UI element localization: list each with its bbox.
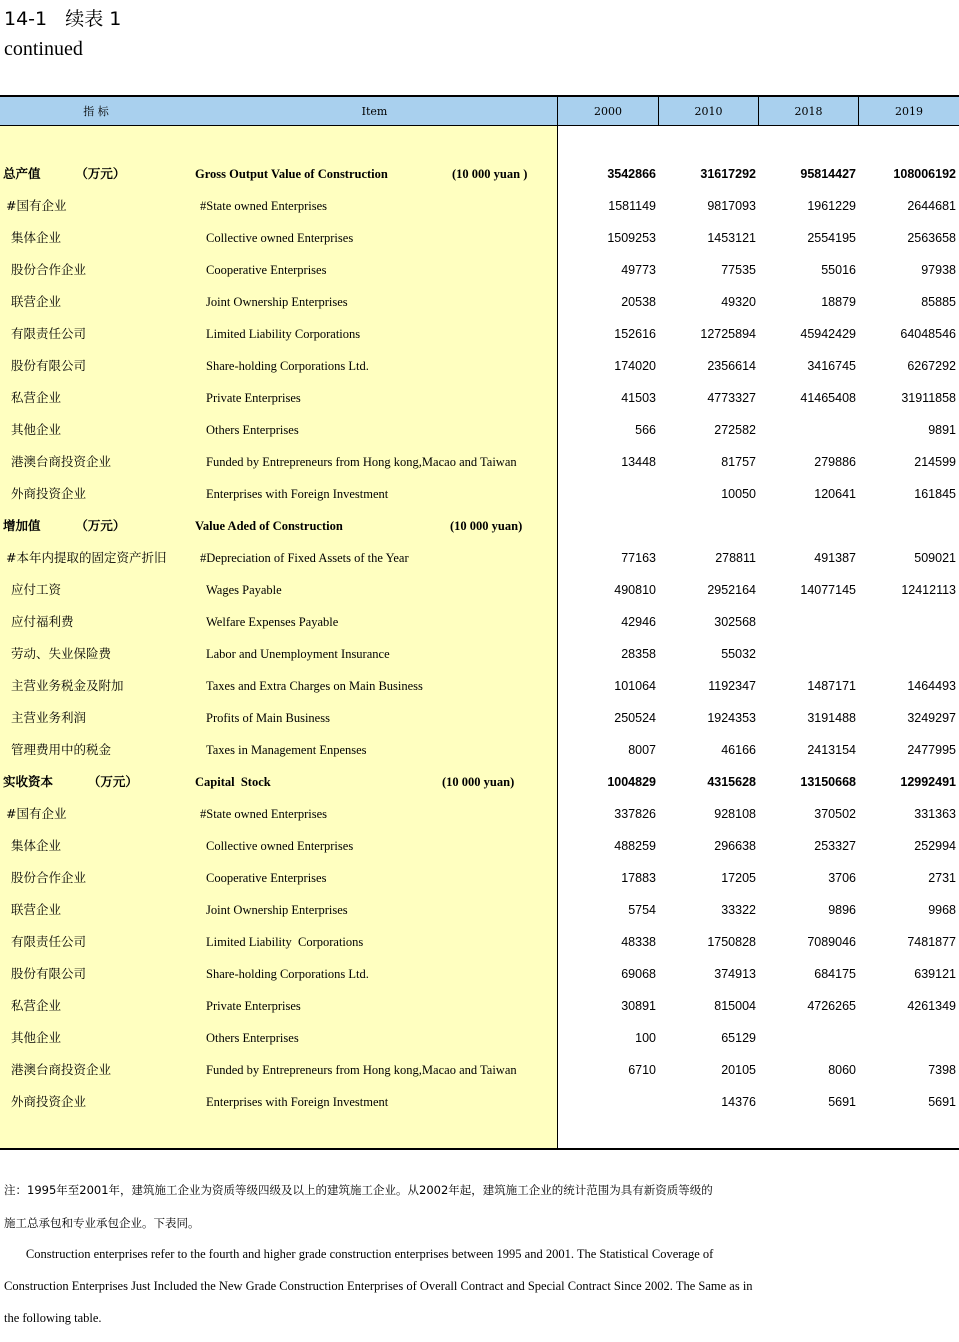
row-value-2000: 77163	[621, 551, 656, 565]
row-value-2000: 1581149	[608, 199, 656, 213]
row-label-en: Labor and Unemployment Insurance	[206, 647, 390, 661]
row-label-en: Share-holding Corporations Ltd.	[206, 359, 369, 373]
row-label-en: Cooperative Enterprises	[206, 871, 327, 885]
row-label-zh: 应付福利费	[11, 614, 74, 629]
table-row	[0, 574, 959, 606]
row-value-2018: 120641	[814, 487, 856, 501]
table-row	[0, 158, 959, 190]
row-label-zh: 有限责任公司	[11, 934, 87, 949]
table-header	[0, 97, 959, 126]
row-value-2010: 81757	[721, 455, 756, 469]
row-value-2018: 684175	[814, 967, 856, 981]
row-value-2018: 95814427	[800, 167, 856, 181]
row-value-2000: 1509253	[607, 231, 656, 245]
row-label-en: Others Enterprises	[206, 423, 299, 437]
header-item-zh: 指 标	[83, 105, 109, 118]
row-value-2010: 278811	[715, 551, 756, 565]
table-row	[0, 734, 959, 766]
row-value-2000: 6710	[628, 1063, 656, 1077]
row-value-2010: 4315628	[707, 775, 756, 789]
row-label-zh: 港澳台商投资企业	[11, 454, 112, 469]
row-value-2010: 296638	[714, 839, 756, 853]
table-row	[0, 478, 959, 510]
row-unit: (10 000 yuan)	[450, 519, 523, 533]
row-label-zh: #本年内提取的固定资产折旧	[6, 550, 167, 565]
row-label-en: Welfare Expenses Payable	[206, 615, 339, 629]
row-value-2000: 5754	[628, 903, 656, 917]
row-value-2010: 33322	[721, 903, 756, 917]
note-zh-line-1: 注：1995年至2001年，建筑施工企业为资质等级四级及以上的建筑施工企业。从2002年起，建筑施工企业的统计范围为具有新资质等级的	[4, 1183, 713, 1197]
row-value-2018: 5691	[828, 1095, 856, 1109]
row-value-2010: 1750828	[707, 935, 756, 949]
table-subtitle: continued	[4, 38, 83, 60]
row-value-2010: 374913	[714, 967, 756, 981]
row-value-2018: 2413154	[807, 743, 856, 757]
table-row	[0, 190, 959, 222]
row-value-2019: 2644681	[907, 199, 956, 213]
row-value-2010: 302568	[714, 615, 756, 629]
row-value-2010: 2356614	[707, 359, 756, 373]
row-label-en: Share-holding Corporations Ltd.	[206, 967, 369, 981]
row-label-zh: #国有企业	[6, 806, 67, 821]
row-value-2000: 488259	[614, 839, 656, 853]
row-value-2000: 250524	[614, 711, 656, 725]
table-row	[0, 510, 959, 542]
row-value-2018: 370502	[814, 807, 856, 821]
row-label-zh: 外商投资企业	[11, 486, 87, 501]
row-value-2010: 1453121	[707, 231, 756, 245]
row-label-en: Funded by Entrepreneurs from Hong kong,Macao and Taiwan	[206, 455, 517, 469]
header-year-2019: 2019	[895, 105, 923, 118]
row-value-2000: 17883	[621, 871, 656, 885]
row-value-2000: 49773	[621, 263, 656, 277]
row-label-zh: 港澳台商投资企业	[11, 1062, 112, 1077]
row-value-2018: 253327	[814, 839, 856, 853]
table-row	[0, 926, 959, 958]
row-value-2000: 3542866	[607, 167, 656, 181]
row-value-2000: 152616	[614, 327, 656, 341]
row-value-2019: 1464493	[907, 679, 956, 693]
row-value-2010: 1924353	[707, 711, 756, 725]
row-value-2000: 490810	[614, 583, 656, 597]
header-year-2000: 2000	[594, 105, 622, 118]
table-row	[0, 990, 959, 1022]
row-label-zh: 实收资本 （万元）	[3, 774, 138, 789]
row-label-zh: 股份合作企业	[11, 262, 87, 277]
row-value-2000: 8007	[628, 743, 656, 757]
row-label-zh: 增加值 （万元）	[3, 518, 126, 533]
row-label-zh: 股份有限公司	[11, 966, 87, 981]
row-value-2019: 3249297	[907, 711, 956, 725]
row-value-2010: 2952164	[707, 583, 756, 597]
row-label-en: Joint Ownership Enterprises	[206, 903, 348, 917]
row-value-2019: 4261349	[907, 999, 956, 1013]
row-label-zh: 联营企业	[11, 294, 62, 309]
row-value-2018: 55016	[821, 263, 856, 277]
row-value-2000: 48338	[621, 935, 656, 949]
row-value-2018: 3706	[828, 871, 856, 885]
row-value-2018: 4726265	[807, 999, 856, 1013]
row-label-zh: 其他企业	[11, 1030, 62, 1045]
table-row	[0, 894, 959, 926]
row-value-2000: 566	[635, 423, 656, 437]
row-value-2018: 9896	[828, 903, 856, 917]
row-value-2010: 815004	[714, 999, 756, 1013]
row-label-en: #Depreciation of Fixed Assets of the Year	[200, 551, 409, 565]
row-value-2010: 14376	[721, 1095, 756, 1109]
header-year-2018: 2018	[794, 105, 823, 118]
row-value-2000: 69068	[621, 967, 656, 981]
table-row	[0, 222, 959, 254]
row-label-en: Private Enterprises	[206, 999, 301, 1013]
row-value-2019: 12412113	[901, 583, 956, 597]
row-value-2019: 331363	[914, 807, 956, 821]
table-row	[0, 1022, 959, 1054]
table-row	[0, 286, 959, 318]
table-row	[0, 702, 959, 734]
row-unit: (10 000 yuan )	[452, 167, 528, 181]
row-value-2018: 13150668	[800, 775, 856, 789]
table-row	[0, 606, 959, 638]
row-label-en: #State owned Enterprises	[200, 807, 328, 821]
row-label-en: Limited Liability Corporations	[206, 327, 361, 341]
row-value-2018: 2554195	[807, 231, 856, 245]
row-value-2010: 928108	[714, 807, 756, 821]
row-label-en: Gross Output Value of Construction	[195, 167, 388, 181]
row-label-zh: 联营企业	[11, 902, 62, 917]
row-label-zh: 集体企业	[11, 838, 62, 853]
row-value-2018: 1487171	[807, 679, 856, 693]
row-value-2010: 77535	[721, 263, 756, 277]
note-en-line-3: the following table.	[4, 1311, 102, 1325]
row-label-en: Enterprises with Foreign Investment	[206, 1095, 389, 1109]
row-label-zh: 总产值 （万元）	[3, 166, 126, 181]
row-label-en: Private Enterprises	[206, 391, 301, 405]
table-bottom-rule	[0, 1148, 959, 1150]
row-label-en: #State owned Enterprises	[200, 199, 328, 213]
row-label-en: Collective owned Enterprises	[206, 231, 354, 245]
row-value-2010: 4773327	[707, 391, 756, 405]
row-label-zh: 私营企业	[11, 390, 62, 405]
row-value-2010: 20105	[721, 1063, 756, 1077]
table-title: 14-1 续表 1	[4, 8, 122, 30]
row-label-en: Enterprises with Foreign Investment	[206, 487, 389, 501]
row-label-zh: 管理费用中的税金	[11, 742, 112, 757]
table-row	[0, 382, 959, 414]
row-value-2019: 9891	[928, 423, 956, 437]
row-value-2000: 337826	[614, 807, 656, 821]
row-label-zh: 劳动、失业保险费	[11, 646, 112, 661]
row-value-2010: 9817093	[707, 199, 756, 213]
row-value-2019: 7481877	[907, 935, 956, 949]
table-row	[0, 798, 959, 830]
row-value-2019: 639121	[914, 967, 956, 981]
row-unit: (10 000 yuan)	[442, 775, 515, 789]
statistics-table	[0, 95, 959, 1150]
note-en-line-1: Construction enterprises refer to the fourth and higher grade construction enterprises between 1995 and 2001. The Statistical Coverage of	[4, 1247, 714, 1261]
row-value-2018: 7089046	[807, 935, 856, 949]
row-value-2019: 108006192	[893, 167, 956, 181]
table-row	[0, 830, 959, 862]
row-label-en: Capital Stock	[195, 775, 271, 789]
note-zh-line-2: 施工总承包和专业承包企业。下表同。	[4, 1216, 200, 1230]
row-value-2010: 65129	[721, 1031, 756, 1045]
row-label-zh: 主营业务税金及附加	[11, 678, 124, 693]
row-label-zh: 股份合作企业	[11, 870, 87, 885]
table-row	[0, 670, 959, 702]
table-row	[0, 766, 959, 798]
row-label-zh: 集体企业	[11, 230, 62, 245]
row-label-zh: 私营企业	[11, 998, 62, 1013]
row-value-2018: 1961229	[807, 199, 856, 213]
row-label-en: Wages Payable	[206, 583, 282, 597]
row-value-2010: 272582	[714, 423, 756, 437]
table-row	[0, 542, 959, 574]
row-value-2000: 100	[635, 1031, 656, 1045]
row-value-2010: 17205	[721, 871, 756, 885]
row-value-2018: 3416745	[807, 359, 856, 373]
row-label-en: Funded by Entrepreneurs from Hong kong,Macao and Taiwan	[206, 1063, 517, 1077]
row-label-en: Profits of Main Business	[206, 711, 330, 725]
row-value-2000: 101064	[614, 679, 656, 693]
row-label-zh: 主营业务利润	[11, 710, 87, 725]
row-value-2019: 2477995	[907, 743, 956, 757]
row-value-2018: 3191488	[807, 711, 856, 725]
row-value-2018: 45942429	[800, 327, 856, 341]
table-row	[0, 1054, 959, 1086]
row-value-2019: 85885	[921, 295, 956, 309]
row-value-2000: 30891	[621, 999, 656, 1013]
table-row	[0, 350, 959, 382]
row-label-en: Taxes in Management Enpenses	[206, 743, 367, 757]
row-label-zh: 有限责任公司	[11, 326, 87, 341]
note-en-line-2: Construction Enterprises Just Included the New Grade Construction Enterprises of Overall Contract and Special Contract Since 2002. The Same as in	[4, 1279, 753, 1293]
row-value-2019: 9968	[928, 903, 956, 917]
row-value-2000: 174020	[614, 359, 656, 373]
row-value-2000: 1004829	[607, 775, 656, 789]
row-value-2019: 12992491	[900, 775, 956, 789]
row-value-2018: 491387	[814, 551, 856, 565]
row-label-en: Cooperative Enterprises	[206, 263, 327, 277]
header-item-en: Item	[361, 105, 388, 118]
row-value-2019: 509021	[914, 551, 956, 565]
table-row	[0, 862, 959, 894]
table-row	[0, 638, 959, 670]
row-value-2019: 64048546	[900, 327, 956, 341]
table-row	[0, 446, 959, 478]
table-row	[0, 958, 959, 990]
row-value-2000: 41503	[621, 391, 656, 405]
row-value-2019: 161845	[914, 487, 956, 501]
row-value-2019: 214599	[914, 455, 956, 469]
row-value-2018: 279886	[814, 455, 856, 469]
row-value-2018: 18879	[821, 295, 856, 309]
row-value-2018: 14077145	[800, 583, 856, 597]
row-value-2010: 10050	[721, 487, 756, 501]
table-row	[0, 1086, 959, 1118]
row-value-2000: 20538	[621, 295, 656, 309]
row-value-2019: 252994	[914, 839, 956, 853]
row-value-2019: 6267292	[907, 359, 956, 373]
row-value-2019: 97938	[921, 263, 956, 277]
row-value-2010: 31617292	[700, 167, 756, 181]
row-label-zh: #国有企业	[6, 198, 67, 213]
row-label-en: Value Aded of Construction	[195, 519, 343, 533]
row-label-zh: 其他企业	[11, 422, 62, 437]
row-value-2019: 7398	[928, 1063, 956, 1077]
table-row	[0, 414, 959, 446]
table-row	[0, 318, 959, 350]
row-value-2010: 46166	[721, 743, 756, 757]
row-value-2019: 2563658	[907, 231, 956, 245]
row-label-zh: 外商投资企业	[11, 1094, 87, 1109]
row-value-2000: 13448	[621, 455, 656, 469]
row-label-en: Collective owned Enterprises	[206, 839, 354, 853]
table-row	[0, 254, 959, 286]
row-value-2018: 41465408	[800, 391, 856, 405]
row-value-2010: 12725894	[700, 327, 756, 341]
row-value-2018: 8060	[828, 1063, 856, 1077]
row-label-zh: 应付工资	[11, 582, 62, 597]
row-label-en: Limited Liability Corporations	[206, 935, 364, 949]
row-value-2010: 49320	[721, 295, 756, 309]
row-value-2019: 5691	[928, 1095, 956, 1109]
row-value-2010: 55032	[721, 647, 756, 661]
row-label-zh: 股份有限公司	[11, 358, 87, 373]
row-label-en: Joint Ownership Enterprises	[206, 295, 348, 309]
row-value-2010: 1192347	[708, 679, 756, 693]
row-value-2019: 2731	[928, 871, 956, 885]
row-value-2019: 31911858	[901, 391, 956, 405]
row-value-2000: 42946	[621, 615, 656, 629]
row-value-2000: 28358	[621, 647, 656, 661]
header-year-2010: 2010	[694, 105, 723, 118]
row-label-en: Others Enterprises	[206, 1031, 299, 1045]
row-label-en: Taxes and Extra Charges on Main Business	[206, 679, 423, 693]
